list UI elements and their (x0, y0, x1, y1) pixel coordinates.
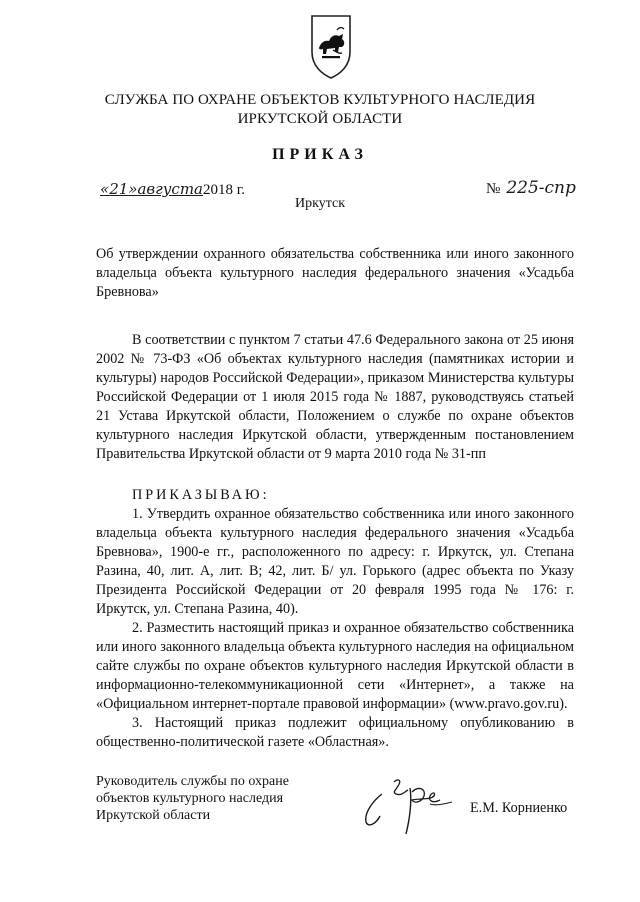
document-city: Иркутск (294, 196, 346, 211)
date-day: 21 (109, 180, 129, 198)
legal-basis (96, 331, 574, 464)
order-heading: ПРИКАЗЫВАЮ: (132, 487, 270, 503)
number-label: № (486, 181, 501, 197)
signature-icon (352, 770, 470, 842)
order-item-1: 1. Утвердить охранное обязательство собственника или иного законного владельца объекта культурного наследия федерального значения «Усадьба Бревнова», 1900-е гг., расположенного по адресу: г. Иркутск, ул. Степана Разина, 40, лит. А, лит. В; 42, лит. Б/ ул. Горького (адрес объекта по Указу Президента Российской Федерации от 20 февраля 1995 года № 176: г. Иркутск, ул. Степана Разина, 40). (96, 506, 574, 617)
date-close-quote: » (128, 180, 138, 198)
document-type: ПРИКАЗ (272, 146, 368, 163)
coat-of-arms-icon (309, 14, 353, 80)
agency-line-2: ИРКУТСКОЙ ОБЛАСТИ (237, 111, 403, 127)
date-month: августа (137, 180, 203, 198)
date-year: 2018 г. (203, 182, 245, 198)
signer-position-line-1: Руководитель службы по охране (96, 774, 289, 789)
date-open-quote: « (100, 180, 110, 198)
legal-basis-paragraph: В соответствии с пунктом 7 статьи 47.6 Федерального закона от 25 июня 2002 № 73-ФЗ «Об объектах культурного наследия (памятниках истории и культуры) народов Российской Федерации», приказом Министерства культуры Российской Федерации от 1 июля 2015 года № 1887, руководствуясь статьей 21 Устава Иркутской области, Положением о службе по охране объектов культурного наследия Иркутской области, утвержденным постановлением Правительства Иркутской области от 9 марта 2010 года № 31-пп (96, 332, 574, 462)
document-number (486, 178, 576, 198)
signer-name: Е.М. Корниенко (470, 800, 568, 816)
order-items (96, 505, 574, 752)
number-value: 225-спр (506, 178, 576, 198)
signer-position-line-2: объектов культурного наследия (96, 791, 284, 806)
signer-position-line-3: Иркутской области (96, 808, 211, 823)
agency-name (0, 91, 640, 129)
order-item-3: 3. Настоящий приказ подлежит официальному опубликованию в общественно-политической газете «Областная». (96, 715, 574, 750)
document-subject: Об утверждении охранного обязательства собственника или иного законного владельца объекта культурного наследия федерального значения «Усадьба Бревнова» (96, 246, 574, 300)
order-item-2: 2. Разместить настоящий приказ и охранное обязательство собственника или иного законного владельца объекта культурного наследия на официальном сайте службы по охране объектов культурного наследия Иркутской области в информационно-телекоммуникационной сети «Интернет», а также на «Официальном интернет-портале правовой информации» (www.pravo.gov.ru). (96, 620, 574, 712)
signer-position (96, 773, 289, 824)
agency-line-1: СЛУЖБА ПО ОХРАНЕ ОБЪЕКТОВ КУЛЬТУРНОГО НАСЛЕДИЯ (104, 92, 536, 108)
